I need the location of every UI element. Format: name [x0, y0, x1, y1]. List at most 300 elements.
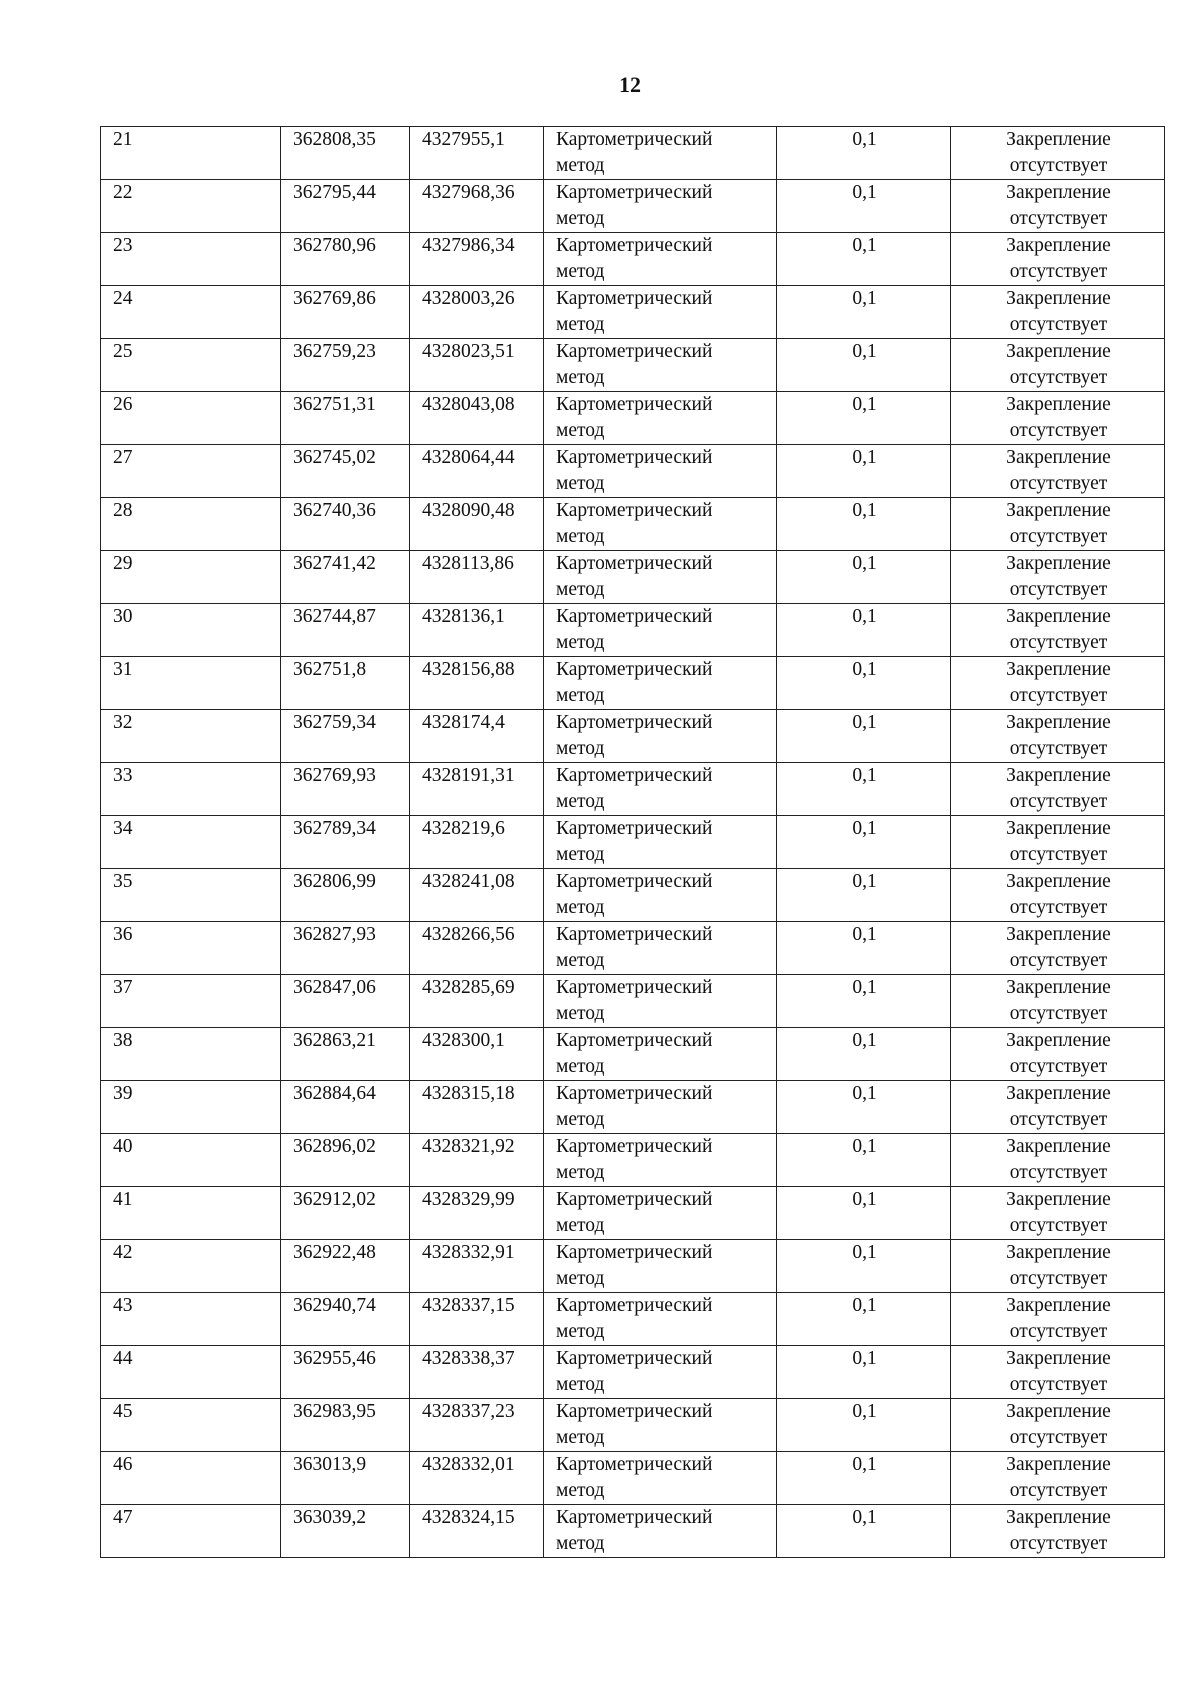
y-coordinate-cell: [410, 710, 544, 763]
table-row: [101, 1346, 1165, 1399]
y-coordinate: 4328043,08: [422, 394, 515, 415]
x-coordinate: 362896,02: [293, 1136, 376, 1157]
y-coordinate-cell: [410, 869, 544, 922]
point-number-cell: [101, 869, 281, 922]
fixing-line-1: Закрепление: [1006, 765, 1111, 786]
table-row: [101, 1134, 1165, 1187]
point-number-cell: [101, 975, 281, 1028]
method-line-2: метод: [556, 1056, 605, 1077]
fixing-line-1: Закрепление: [1006, 394, 1111, 415]
x-coordinate-cell: [281, 1399, 410, 1452]
accuracy-cell: [777, 657, 951, 710]
x-coordinate: 362740,36: [293, 500, 376, 521]
method-cell: [544, 1134, 777, 1187]
method-line-2: метод: [556, 420, 605, 441]
fixing-line-2: отсутствует: [1009, 1427, 1108, 1448]
accuracy-cell: [777, 392, 951, 445]
point-number-cell: [101, 922, 281, 975]
y-coordinate-cell: [410, 1240, 544, 1293]
y-coordinate: 4328003,26: [422, 288, 515, 309]
fixing-line-2: отсутствует: [1009, 1480, 1108, 1501]
method-cell: [544, 445, 777, 498]
point-number-cell: [101, 233, 281, 286]
method-line-1: Картометрический: [556, 1083, 713, 1104]
coordinates-table: [100, 126, 1165, 1558]
x-coordinate-cell: [281, 286, 410, 339]
x-coordinate: 362780,96: [293, 235, 376, 256]
x-coordinate-cell: [281, 1240, 410, 1293]
table-row: [101, 816, 1165, 869]
x-coordinate: 362751,31: [293, 394, 376, 415]
accuracy-cell: [777, 922, 951, 975]
accuracy-cell: [777, 1505, 951, 1558]
x-coordinate: 362795,44: [293, 182, 376, 203]
fixing-line-2: отсутствует: [1009, 208, 1108, 229]
accuracy-value: 0,1: [852, 500, 877, 521]
fixing-line-2: отсутствует: [1009, 473, 1108, 494]
y-coordinate-cell: [410, 127, 544, 180]
y-coordinate-cell: [410, 1134, 544, 1187]
method-cell: [544, 498, 777, 551]
accuracy-cell: [777, 1081, 951, 1134]
method-cell: [544, 975, 777, 1028]
x-coordinate: 362884,64: [293, 1083, 376, 1104]
method-line-2: метод: [556, 1374, 605, 1395]
y-coordinate-cell: [410, 286, 544, 339]
method-cell: [544, 127, 777, 180]
fixing-cell: [951, 710, 1165, 763]
x-coordinate-cell: [281, 1346, 410, 1399]
x-coordinate: 362940,74: [293, 1295, 376, 1316]
fixing-line-1: Закрепление: [1006, 924, 1111, 945]
method-line-2: метод: [556, 1268, 605, 1289]
x-coordinate-cell: [281, 763, 410, 816]
point-number: 31: [113, 659, 133, 680]
accuracy-cell: [777, 551, 951, 604]
method-line-1: Картометрический: [556, 500, 713, 521]
y-coordinate-cell: [410, 392, 544, 445]
point-number-cell: [101, 1293, 281, 1346]
point-number-cell: [101, 339, 281, 392]
y-coordinate-cell: [410, 180, 544, 233]
method-cell: [544, 180, 777, 233]
fixing-line-1: Закрепление: [1006, 182, 1111, 203]
accuracy-value: 0,1: [852, 818, 877, 839]
y-coordinate: 4328329,99: [422, 1189, 515, 1210]
fixing-cell: [951, 286, 1165, 339]
y-coordinate: 4328156,88: [422, 659, 515, 680]
method-line-2: метод: [556, 1480, 605, 1501]
x-coordinate: 362741,42: [293, 553, 376, 574]
method-cell: [544, 1187, 777, 1240]
y-coordinate-cell: [410, 1187, 544, 1240]
fixing-line-1: Закрепление: [1006, 1242, 1111, 1263]
fixing-line-1: Закрепление: [1006, 129, 1111, 150]
fixing-cell: [951, 1346, 1165, 1399]
accuracy-cell: [777, 233, 951, 286]
x-coordinate: 363039,2: [293, 1507, 367, 1528]
fixing-cell: [951, 1452, 1165, 1505]
accuracy-value: 0,1: [852, 871, 877, 892]
y-coordinate-cell: [410, 1399, 544, 1452]
fixing-cell: [951, 180, 1165, 233]
method-line-1: Картометрический: [556, 447, 713, 468]
table-row: [101, 339, 1165, 392]
point-number-cell: [101, 286, 281, 339]
table-row: [101, 657, 1165, 710]
method-line-1: Картометрический: [556, 1030, 713, 1051]
point-number: 42: [113, 1242, 133, 1263]
point-number-cell: [101, 1187, 281, 1240]
method-line-1: Картометрический: [556, 712, 713, 733]
y-coordinate-cell: [410, 816, 544, 869]
method-line-2: метод: [556, 1533, 605, 1554]
x-coordinate-cell: [281, 1134, 410, 1187]
accuracy-cell: [777, 1187, 951, 1240]
y-coordinate: 4328191,31: [422, 765, 515, 786]
x-coordinate: 362912,02: [293, 1189, 376, 1210]
method-line-2: метод: [556, 261, 605, 282]
table-row: [101, 127, 1165, 180]
method-cell: [544, 1452, 777, 1505]
accuracy-cell: [777, 710, 951, 763]
fixing-cell: [951, 233, 1165, 286]
fixing-line-1: Закрепление: [1006, 606, 1111, 627]
method-line-2: метод: [556, 897, 605, 918]
fixing-cell: [951, 339, 1165, 392]
point-number: 37: [113, 977, 133, 998]
point-number-cell: [101, 1081, 281, 1134]
y-coordinate-cell: [410, 339, 544, 392]
accuracy-value: 0,1: [852, 659, 877, 680]
fixing-cell: [951, 498, 1165, 551]
table-row: [101, 1240, 1165, 1293]
fixing-line-2: отсутствует: [1009, 261, 1108, 282]
y-coordinate: 4328332,01: [422, 1454, 515, 1475]
fixing-line-2: отсутствует: [1009, 897, 1108, 918]
accuracy-cell: [777, 286, 951, 339]
fixing-cell: [951, 1187, 1165, 1240]
accuracy-cell: [777, 975, 951, 1028]
method-line-2: метод: [556, 950, 605, 971]
fixing-cell: [951, 816, 1165, 869]
point-number: 27: [113, 447, 133, 468]
point-number: 29: [113, 553, 133, 574]
fixing-line-2: отсутствует: [1009, 314, 1108, 335]
y-coordinate: 4328266,56: [422, 924, 515, 945]
method-cell: [544, 1505, 777, 1558]
x-coordinate-cell: [281, 1452, 410, 1505]
fixing-cell: [951, 1399, 1165, 1452]
method-line-2: метод: [556, 579, 605, 600]
accuracy-value: 0,1: [852, 1401, 877, 1422]
accuracy-cell: [777, 763, 951, 816]
y-coordinate: 4328315,18: [422, 1083, 515, 1104]
y-coordinate-cell: [410, 1081, 544, 1134]
y-coordinate: 4328324,15: [422, 1507, 515, 1528]
fixing-line-2: отсутствует: [1009, 685, 1108, 706]
accuracy-value: 0,1: [852, 1242, 877, 1263]
accuracy-cell: [777, 1028, 951, 1081]
table-row: [101, 1081, 1165, 1134]
point-number-cell: [101, 445, 281, 498]
y-coordinate: 4328023,51: [422, 341, 515, 362]
x-coordinate-cell: [281, 975, 410, 1028]
accuracy-value: 0,1: [852, 1136, 877, 1157]
x-coordinate: 362769,86: [293, 288, 376, 309]
point-number: 43: [113, 1295, 133, 1316]
point-number-cell: [101, 180, 281, 233]
accuracy-value: 0,1: [852, 1454, 877, 1475]
x-coordinate: 362983,95: [293, 1401, 376, 1422]
point-number: 21: [113, 129, 133, 150]
method-line-1: Картометрический: [556, 924, 713, 945]
accuracy-value: 0,1: [852, 447, 877, 468]
x-coordinate-cell: [281, 710, 410, 763]
y-coordinate-cell: [410, 922, 544, 975]
point-number-cell: [101, 1240, 281, 1293]
point-number: 35: [113, 871, 133, 892]
table-row: [101, 604, 1165, 657]
table-row: [101, 710, 1165, 763]
point-number: 25: [113, 341, 133, 362]
point-number: 45: [113, 1401, 133, 1422]
method-cell: [544, 339, 777, 392]
fixing-line-2: отсутствует: [1009, 1056, 1108, 1077]
accuracy-cell: [777, 869, 951, 922]
method-line-2: метод: [556, 314, 605, 335]
method-line-2: метод: [556, 1427, 605, 1448]
y-coordinate: 4328219,6: [422, 818, 505, 839]
point-number-cell: [101, 1346, 281, 1399]
method-line-1: Картометрический: [556, 288, 713, 309]
y-coordinate: 4328090,48: [422, 500, 515, 521]
fixing-cell: [951, 657, 1165, 710]
x-coordinate: 362847,06: [293, 977, 376, 998]
fixing-cell: [951, 1293, 1165, 1346]
accuracy-value: 0,1: [852, 129, 877, 150]
point-number-cell: [101, 1452, 281, 1505]
accuracy-cell: [777, 1134, 951, 1187]
x-coordinate: 362745,02: [293, 447, 376, 468]
method-line-2: метод: [556, 685, 605, 706]
fixing-line-2: отсутствует: [1009, 1003, 1108, 1024]
accuracy-value: 0,1: [852, 182, 877, 203]
accuracy-value: 0,1: [852, 341, 877, 362]
accuracy-cell: [777, 816, 951, 869]
method-cell: [544, 710, 777, 763]
method-line-1: Картометрический: [556, 553, 713, 574]
method-line-1: Картометрический: [556, 659, 713, 680]
point-number: 36: [113, 924, 133, 945]
y-coordinate-cell: [410, 445, 544, 498]
fixing-line-1: Закрепление: [1006, 659, 1111, 680]
y-coordinate-cell: [410, 1293, 544, 1346]
fixing-cell: [951, 975, 1165, 1028]
y-coordinate-cell: [410, 498, 544, 551]
x-coordinate: 362827,93: [293, 924, 376, 945]
method-cell: [544, 286, 777, 339]
x-coordinate-cell: [281, 1505, 410, 1558]
fixing-line-2: отсутствует: [1009, 738, 1108, 759]
y-coordinate: 4328113,86: [422, 553, 514, 574]
method-line-2: метод: [556, 1109, 605, 1130]
x-coordinate: 362769,93: [293, 765, 376, 786]
method-cell: [544, 816, 777, 869]
page-number: 12: [619, 72, 641, 97]
point-number-cell: [101, 763, 281, 816]
fixing-line-2: отсутствует: [1009, 420, 1108, 441]
x-coordinate: 362744,87: [293, 606, 376, 627]
method-line-2: метод: [556, 632, 605, 653]
point-number: 30: [113, 606, 133, 627]
accuracy-cell: [777, 1399, 951, 1452]
y-coordinate: 4328064,44: [422, 447, 515, 468]
accuracy-value: 0,1: [852, 235, 877, 256]
method-cell: [544, 1399, 777, 1452]
method-line-1: Картометрический: [556, 1189, 713, 1210]
fixing-line-1: Закрепление: [1006, 1348, 1111, 1369]
point-number-cell: [101, 551, 281, 604]
fixing-cell: [951, 392, 1165, 445]
method-line-2: метод: [556, 208, 605, 229]
method-line-2: метод: [556, 526, 605, 547]
point-number-cell: [101, 1028, 281, 1081]
x-coordinate-cell: [281, 1187, 410, 1240]
x-coordinate-cell: [281, 869, 410, 922]
fixing-line-1: Закрепление: [1006, 1189, 1111, 1210]
method-cell: [544, 922, 777, 975]
y-coordinate: 4328300,1: [422, 1030, 505, 1051]
x-coordinate-cell: [281, 1028, 410, 1081]
x-coordinate-cell: [281, 498, 410, 551]
accuracy-cell: [777, 180, 951, 233]
method-line-2: метод: [556, 844, 605, 865]
point-number-cell: [101, 498, 281, 551]
fixing-line-1: Закрепление: [1006, 1401, 1111, 1422]
method-line-2: метод: [556, 738, 605, 759]
method-line-2: метод: [556, 367, 605, 388]
x-coordinate: 363013,9: [293, 1454, 367, 1475]
table-row: [101, 975, 1165, 1028]
x-coordinate-cell: [281, 657, 410, 710]
method-cell: [544, 1346, 777, 1399]
accuracy-cell: [777, 498, 951, 551]
method-line-1: Картометрический: [556, 129, 713, 150]
point-number-cell: [101, 1505, 281, 1558]
accuracy-value: 0,1: [852, 1189, 877, 1210]
fixing-cell: [951, 869, 1165, 922]
fixing-line-2: отсутствует: [1009, 1162, 1108, 1183]
fixing-line-2: отсутствует: [1009, 155, 1108, 176]
point-number-cell: [101, 710, 281, 763]
method-line-2: метод: [556, 1215, 605, 1236]
accuracy-cell: [777, 604, 951, 657]
table-row: [101, 922, 1165, 975]
table-row: [101, 1293, 1165, 1346]
table-row: [101, 1187, 1165, 1240]
table-row: [101, 286, 1165, 339]
x-coordinate-cell: [281, 233, 410, 286]
fixing-cell: [951, 1134, 1165, 1187]
fixing-line-2: отсутствует: [1009, 950, 1108, 971]
y-coordinate: 4328338,37: [422, 1348, 515, 1369]
y-coordinate: 4328321,92: [422, 1136, 515, 1157]
point-number: 28: [113, 500, 133, 521]
method-cell: [544, 869, 777, 922]
table-row: [101, 1505, 1165, 1558]
point-number: 39: [113, 1083, 133, 1104]
x-coordinate-cell: [281, 551, 410, 604]
fixing-line-1: Закрепление: [1006, 818, 1111, 839]
method-line-1: Картометрический: [556, 1401, 713, 1422]
point-number-cell: [101, 604, 281, 657]
y-coordinate: 4328136,1: [422, 606, 505, 627]
x-coordinate-cell: [281, 127, 410, 180]
method-line-1: Картометрический: [556, 1242, 713, 1263]
point-number-cell: [101, 392, 281, 445]
y-coordinate-cell: [410, 551, 544, 604]
method-line-2: метод: [556, 155, 605, 176]
accuracy-cell: [777, 127, 951, 180]
table-row: [101, 551, 1165, 604]
point-number: 33: [113, 765, 133, 786]
point-number: 44: [113, 1348, 133, 1369]
method-line-2: метод: [556, 1003, 605, 1024]
point-number: 32: [113, 712, 133, 733]
method-line-1: Картометрический: [556, 977, 713, 998]
method-cell: [544, 763, 777, 816]
method-cell: [544, 1293, 777, 1346]
accuracy-value: 0,1: [852, 1083, 877, 1104]
method-line-1: Картометрический: [556, 1348, 713, 1369]
y-coordinate: 4328332,91: [422, 1242, 515, 1263]
table-row: [101, 1399, 1165, 1452]
table-row: [101, 763, 1165, 816]
x-coordinate: 362955,46: [293, 1348, 376, 1369]
point-number: 40: [113, 1136, 133, 1157]
x-coordinate: 362808,35: [293, 129, 376, 150]
x-coordinate: 362806,99: [293, 871, 376, 892]
x-coordinate: 362751,8: [293, 659, 367, 680]
accuracy-value: 0,1: [852, 924, 877, 945]
fixing-line-2: отсутствует: [1009, 367, 1108, 388]
fixing-line-1: Закрепление: [1006, 1454, 1111, 1475]
accuracy-value: 0,1: [852, 977, 877, 998]
y-coordinate: 4327986,34: [422, 235, 515, 256]
x-coordinate: 362759,23: [293, 341, 376, 362]
method-line-1: Картометрический: [556, 871, 713, 892]
coordinates-table-body: [101, 127, 1165, 1558]
method-line-1: Картометрический: [556, 606, 713, 627]
fixing-line-1: Закрепление: [1006, 1295, 1111, 1316]
fixing-cell: [951, 551, 1165, 604]
fixing-line-1: Закрепление: [1006, 500, 1111, 521]
fixing-line-1: Закрепление: [1006, 871, 1111, 892]
table-row: [101, 869, 1165, 922]
fixing-line-2: отсутствует: [1009, 1321, 1108, 1342]
y-coordinate: 4328174,4: [422, 712, 505, 733]
fixing-cell: [951, 1505, 1165, 1558]
accuracy-value: 0,1: [852, 553, 877, 574]
fixing-line-2: отсутствует: [1009, 844, 1108, 865]
table-row: [101, 392, 1165, 445]
fixing-line-2: отсутствует: [1009, 1109, 1108, 1130]
method-line-1: Картометрический: [556, 1507, 713, 1528]
x-coordinate: 362759,34: [293, 712, 376, 733]
fixing-line-2: отсутствует: [1009, 1215, 1108, 1236]
method-cell: [544, 1081, 777, 1134]
